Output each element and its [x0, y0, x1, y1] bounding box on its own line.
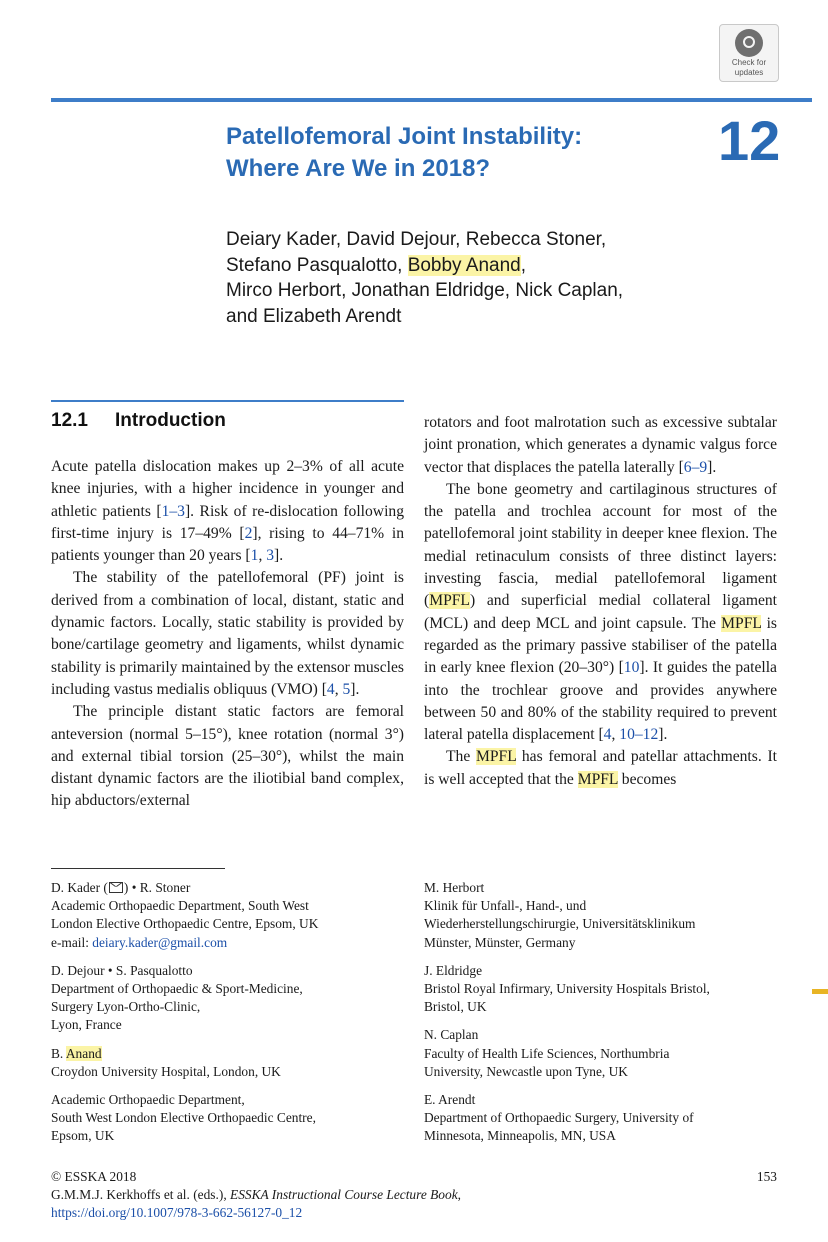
affiliation-line: Wiederherstellungschirurgie, Universitätsklinikum	[424, 916, 696, 932]
text: The	[446, 748, 476, 766]
email-link[interactable]: deiary.kader@gmail.com	[92, 934, 228, 950]
affiliation-names: M. Herbort	[424, 880, 485, 895]
affiliation-line: Department of Orthopaedic Surgery, University of	[424, 1110, 694, 1126]
affiliation-eldridge	[424, 962, 784, 1017]
text: ].	[350, 680, 360, 698]
authors-line-1: Deiary Kader, David Dejour, Rebecca Stoner,	[226, 229, 607, 250]
page-number: 153	[756, 1169, 777, 1184]
title-line-1: Patellofemoral Joint Instability:	[226, 123, 583, 150]
highlighted-author: Bobby Anand	[407, 254, 521, 276]
check-for-updates-badge[interactable]	[719, 24, 779, 82]
highlight-mpfl: MPFL	[475, 748, 517, 766]
citation-link[interactable]: 10–12	[619, 726, 659, 744]
authors-comma: ,	[520, 254, 527, 276]
affiliation-line: Bristol, UK	[424, 999, 487, 1015]
header-rule	[51, 98, 812, 102]
bookmark-icon	[735, 29, 763, 57]
text: ].	[274, 547, 284, 565]
affiliation-line: Lyon, France	[51, 1017, 122, 1033]
citation-link[interactable]: 4	[603, 726, 612, 744]
text: ,	[457, 1187, 461, 1203]
affiliation-line: Croydon University Hospital, London, UK	[51, 1063, 281, 1079]
paragraph-5	[424, 479, 777, 747]
title-line-2: Where Are We in 2018?	[226, 155, 491, 182]
badge-line2: updates	[734, 68, 764, 77]
paragraph-1	[51, 456, 404, 567]
section-heading	[51, 408, 226, 434]
affiliation-line: Department of Orthopaedic & Sport-Medicine,	[51, 981, 303, 997]
text: ,	[258, 547, 267, 565]
affiliation-line: Bristol Royal Infirmary, University Hospitals Bristol,	[424, 981, 710, 997]
authors-text: Stefano Pasqualotto,	[226, 254, 408, 276]
affiliations-right	[424, 879, 784, 1156]
right-column	[424, 412, 777, 791]
affiliation-dejour-pasqualotto	[51, 962, 411, 1035]
affiliation-names	[51, 1045, 411, 1063]
affiliation-names: E. Arendt	[424, 1092, 476, 1108]
affiliation-arendt	[424, 1091, 784, 1146]
doi-link[interactable]: https://doi.org/10.1007/978-3-662-56127-0_12	[51, 1205, 303, 1221]
affiliation-anand	[51, 1045, 411, 1081]
paragraph-6	[424, 746, 777, 791]
text: G.M.M.J. Kerkhoffs et al. (eds.),	[51, 1187, 231, 1203]
chapter-number: 12	[718, 109, 781, 172]
left-column	[51, 456, 404, 813]
text: is regarded as the primary passive stabiliser of the patella in early knee flexion (20–30°) [	[424, 614, 777, 677]
affiliations-left	[51, 879, 411, 1156]
section-number: 12.1	[51, 410, 88, 431]
affiliation-names: N. Caplan	[424, 1027, 479, 1043]
text: The stability of the patellofemoral (PF) joint is derived from a combination of local, distant, static and dynamic factors. Locally, static stability is provided by bone/cartilage geometry and ligaments, whilst dynamic stability is primarily maintained by the extensor muscles including vastus medialis obliquus (VMO) [	[51, 569, 404, 698]
affiliation-line: Academic Orthopaedic Department,	[51, 1092, 245, 1108]
doi-line	[51, 1204, 611, 1222]
text: ) and superficial medial collateral ligament (MCL) and deep MCL and joint capsule. The	[424, 592, 777, 632]
copyright: © ESSKA 2018	[51, 1169, 137, 1184]
badge-line1: Check for	[731, 58, 767, 67]
citation	[51, 1186, 611, 1204]
highlight-mpfl: MPFL	[577, 770, 618, 788]
paragraph-2	[51, 567, 404, 701]
highlight-mpfl: MPFL	[429, 592, 470, 610]
highlighted-author: Anand	[65, 1045, 102, 1061]
affiliation-caplan	[424, 1026, 784, 1081]
affiliation-line: Münster, Münster, Germany	[424, 934, 576, 950]
affiliation-line: South West London Elective Orthopaedic Centre,	[51, 1110, 316, 1126]
affiliation-kader-stoner	[51, 879, 411, 952]
paragraph-3: The principle distant static factors are femoral anteversion (normal 5–15°), knee rotation (normal 3°) and external tibial torsion (25–30°), whilst the main distant dynamic factors are the iliotibial band complex, hip abductors/external	[51, 703, 404, 810]
affiliation-names: J. Eldridge	[424, 962, 483, 978]
authors-line-2	[226, 253, 706, 279]
section-title: Introduction	[115, 410, 226, 431]
envelope-icon[interactable]	[109, 882, 123, 893]
affiliation-academic-orthopaedic	[51, 1091, 411, 1146]
paragraph-4	[424, 412, 777, 479]
authors-line-3: Mirco Herbort, Jonathan Eldridge, Nick Caplan,	[226, 280, 624, 301]
author-list	[226, 227, 706, 329]
text: ], rising to 44–71% in patients younger than 20 years [	[51, 524, 404, 565]
text: B.	[51, 1045, 66, 1061]
edge-marker	[812, 989, 828, 994]
footer	[51, 1168, 611, 1223]
affiliation-line: Academic Orthopaedic Department, South West	[51, 898, 309, 914]
citation-link[interactable]: 4	[326, 680, 335, 698]
highlight-mpfl: MPFL	[721, 614, 762, 632]
book-title: ESSKA Instructional Course Lecture Book	[230, 1187, 458, 1203]
citation-link[interactable]: 1–3	[161, 502, 185, 520]
text: has femoral and patellar attachments. It is well accepted that the	[424, 748, 777, 788]
citation-link[interactable]: 5	[342, 680, 351, 698]
text: ].	[707, 458, 717, 476]
affiliation-herbort	[424, 879, 784, 952]
citation-link[interactable]: 3	[266, 547, 275, 565]
footnote-rule	[51, 868, 225, 869]
text: ,	[611, 726, 620, 744]
authors-line-4: and Elizabeth Arendt	[226, 305, 402, 327]
affiliation-line: Surgery Lyon-Ortho-Clinic,	[51, 999, 201, 1015]
affiliation-line: Minnesota, Minneapolis, MN, USA	[424, 1128, 616, 1144]
text: becomes	[617, 770, 677, 788]
chapter-title	[226, 121, 696, 185]
text: ].	[658, 726, 668, 744]
text: ) • R. Stoner	[123, 880, 191, 895]
citation-link[interactable]: 2	[244, 524, 253, 542]
email-label: e-mail:	[51, 934, 93, 950]
text: ]. It guides the patella into the trochlear groove and provides anywhere between 50 and 80% of the stability required to prevent lateral patella displacement [	[424, 659, 777, 744]
affiliation-line: Faculty of Health Life Sciences, Northumbria	[424, 1045, 670, 1061]
affiliation-line: London Elective Orthopaedic Centre, Epsom, UK	[51, 916, 319, 932]
text: ,	[334, 680, 343, 698]
text: D. Kader (	[51, 880, 108, 895]
citation-link[interactable]: 10	[623, 659, 640, 677]
text: rotators and foot malrotation such as excessive subtalar joint pronation, which generates a dynamic valgus force vector that displaces the patella laterally [	[424, 414, 777, 476]
citation-link[interactable]: 1	[250, 547, 259, 565]
text: Acute patella dislocation makes up 2–3% of all acute knee injuries, with a higher incidence in younger and athletic patients [	[51, 458, 404, 520]
affiliation-line: University, Newcastle upon Tyne, UK	[424, 1063, 628, 1079]
citation-link[interactable]: 6–9	[683, 458, 708, 476]
section-rule	[51, 400, 404, 402]
text: ]. Risk of re-dislocation following first-time injury is 17–49% [	[51, 502, 404, 542]
affiliation-line: Klinik für Unfall-, Hand-, und	[424, 898, 587, 914]
text: The bone geometry and cartilaginous structures of the patella and trochlea account for most of the patellofemoral joint stability in deeper knee flexion. The medial retinaculum consists of three distinct layers: investing fascia, medial patellofemoral ligament (	[424, 480, 777, 610]
affiliation-names: D. Dejour • S. Pasqualotto	[51, 962, 193, 978]
email-line	[51, 934, 411, 952]
affiliation-names	[51, 879, 411, 897]
affiliation-line: Epsom, UK	[51, 1128, 115, 1144]
